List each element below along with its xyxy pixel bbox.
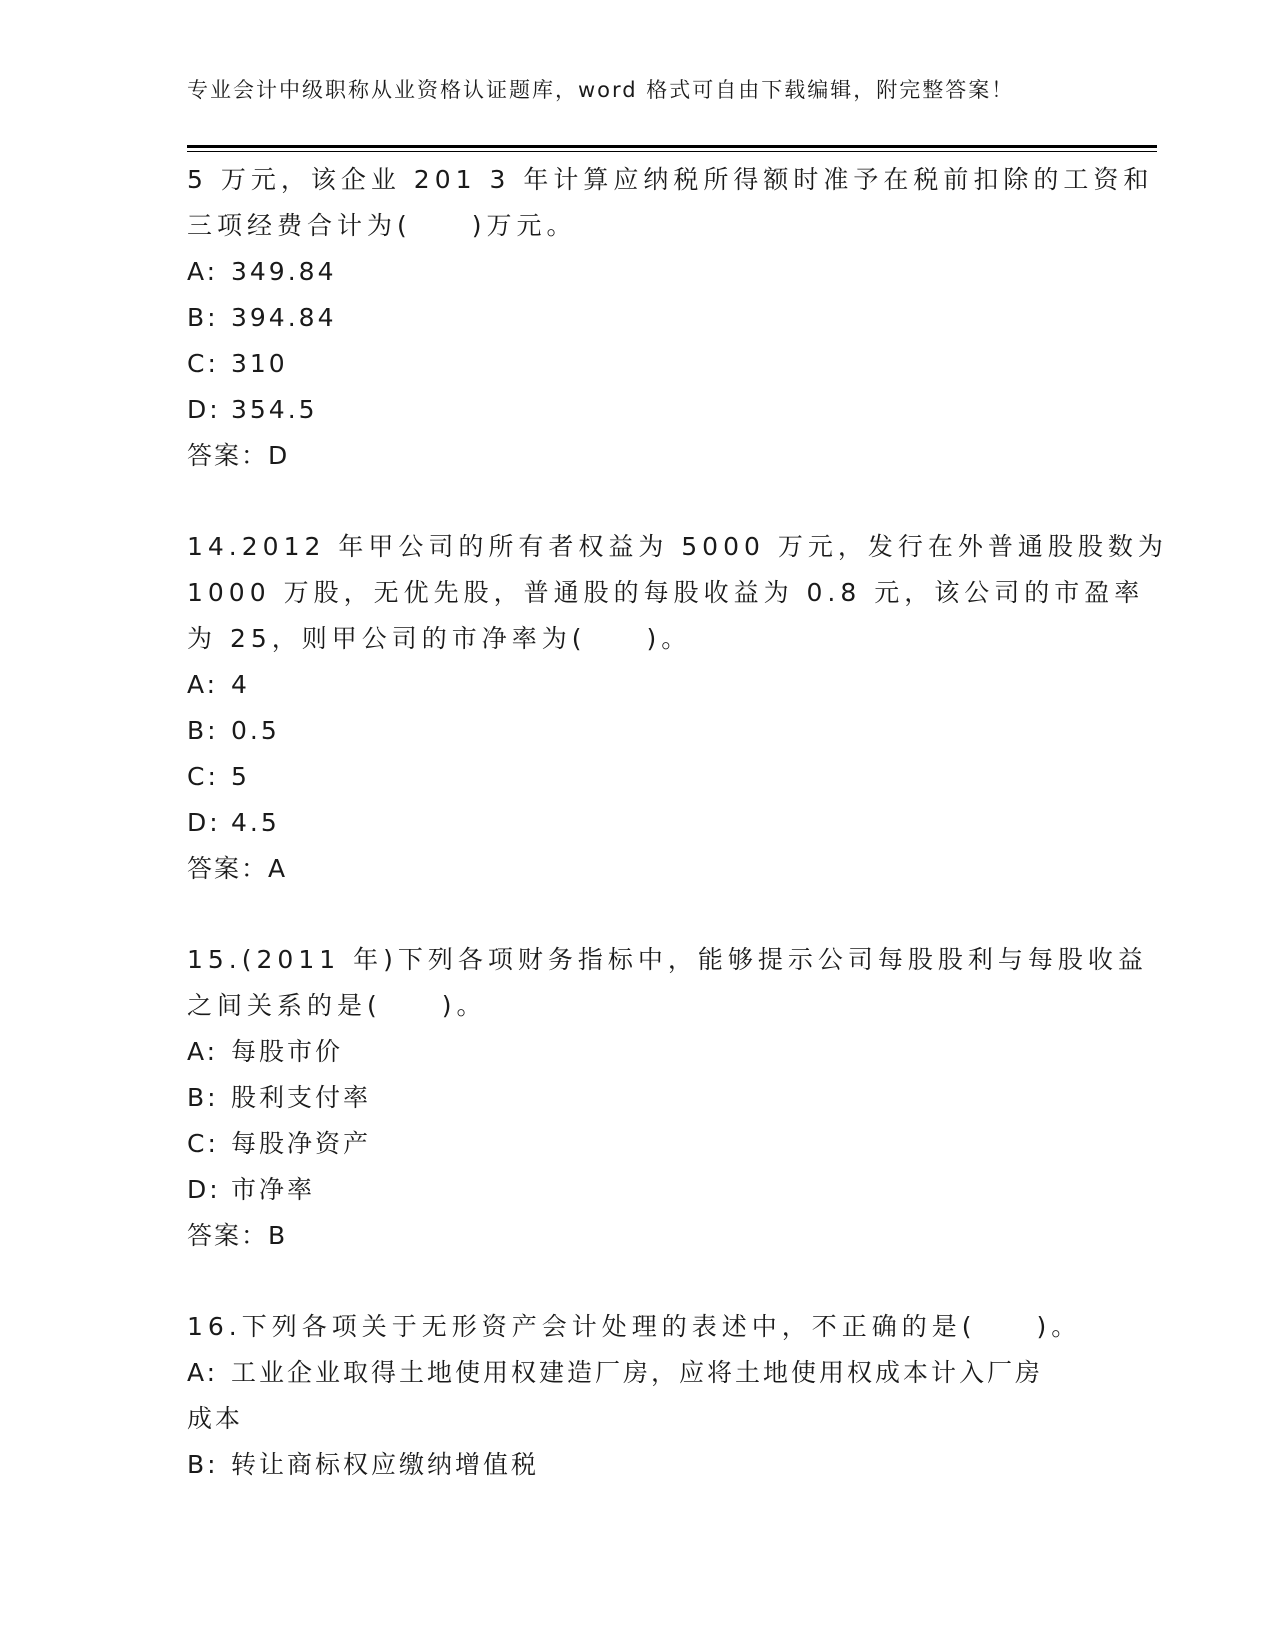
option-a	[187, 662, 1087, 708]
question-text-line: 15.(2011 年)下列各项财务指标中，能够提示公司每股股利与每股收益	[187, 945, 1148, 974]
question-text-line: 为 25，则甲公司的市净率为( )。	[187, 624, 692, 653]
option-text: 5	[231, 762, 250, 791]
option-a-continued	[187, 1396, 1087, 1442]
answer-line: 答案：A	[187, 854, 288, 883]
option-text: 349.84	[231, 257, 337, 286]
option-c	[187, 754, 1087, 800]
answer-line: 答案：B	[187, 1221, 288, 1250]
option-letter: C:	[187, 349, 219, 378]
option-b	[187, 1442, 1087, 1488]
answer-line: 答案：D	[187, 441, 290, 470]
option-text: 每股市价	[231, 1037, 344, 1066]
header-rule-thick	[187, 145, 1157, 148]
option-text: 市净率	[231, 1175, 316, 1204]
option-text: 成本	[187, 1404, 244, 1433]
option-c	[187, 1121, 1087, 1167]
option-letter: B:	[187, 1083, 219, 1112]
question-text-line: 14.2012 年甲公司的所有者权益为 5000 万元，发行在外普通股股数为	[187, 532, 1168, 561]
option-letter: B:	[187, 1450, 219, 1479]
option-d	[187, 800, 1087, 846]
option-letter: C:	[187, 1129, 219, 1158]
option-letter: A:	[187, 257, 219, 286]
question-14	[187, 524, 1168, 892]
question-text-line: 之间关系的是( )。	[187, 991, 487, 1020]
option-c	[187, 341, 1087, 387]
option-b	[187, 1075, 1087, 1121]
option-letter: A:	[187, 1037, 219, 1066]
question-15	[187, 937, 1148, 1259]
question-text-line: 5 万元，该企业 201 3 年计算应纳税所得额时准予在税前扣除的工资和	[187, 165, 1154, 194]
option-text: 每股净资产	[231, 1129, 372, 1158]
option-text: 工业企业取得土地使用权建造厂房，应将土地使用权成本计入厂房	[231, 1358, 1044, 1387]
option-d	[187, 1167, 1087, 1213]
question-text-line: 三项经费合计为( )万元。	[187, 211, 577, 240]
option-text: 转让商标权应缴纳增值税	[231, 1450, 540, 1479]
option-text: 股利支付率	[231, 1083, 372, 1112]
option-letter: A:	[187, 1358, 219, 1387]
option-letter: D:	[187, 395, 221, 424]
question-text-line: 16.下列各项关于无形资产会计处理的表述中，不正确的是( )。	[187, 1312, 1082, 1341]
question-16	[187, 1304, 1087, 1488]
question-text-line: 1000 万股，无优先股，普通股的每股收益为 0.8 元，该公司的市盈率	[187, 578, 1145, 607]
option-a	[187, 249, 1087, 295]
option-a	[187, 1350, 1087, 1396]
question-spacer	[187, 1259, 1087, 1304]
option-letter: B:	[187, 303, 219, 332]
option-letter: D:	[187, 808, 221, 837]
option-b	[187, 708, 1087, 754]
header-rule-thin	[187, 151, 1157, 152]
option-text: 354.5	[231, 395, 318, 424]
option-text: 4	[231, 670, 250, 699]
option-b	[187, 295, 1087, 341]
option-text: 394.84	[231, 303, 337, 332]
option-text: 4.5	[231, 808, 280, 837]
option-d	[187, 387, 1087, 433]
question-list	[187, 157, 1168, 1488]
option-text: 310	[231, 349, 288, 378]
option-letter: C:	[187, 762, 219, 791]
option-letter: D:	[187, 1175, 221, 1204]
option-a	[187, 1029, 1087, 1075]
page-header: 专业会计中级职称从业资格认证题库，word 格式可自由下载编辑，附完整答案！	[187, 78, 1015, 102]
question-spacer	[187, 892, 1087, 937]
question-13	[187, 157, 1154, 479]
option-letter: A:	[187, 670, 219, 699]
option-letter: B:	[187, 716, 219, 745]
question-spacer	[187, 479, 1087, 524]
option-text: 0.5	[231, 716, 280, 745]
